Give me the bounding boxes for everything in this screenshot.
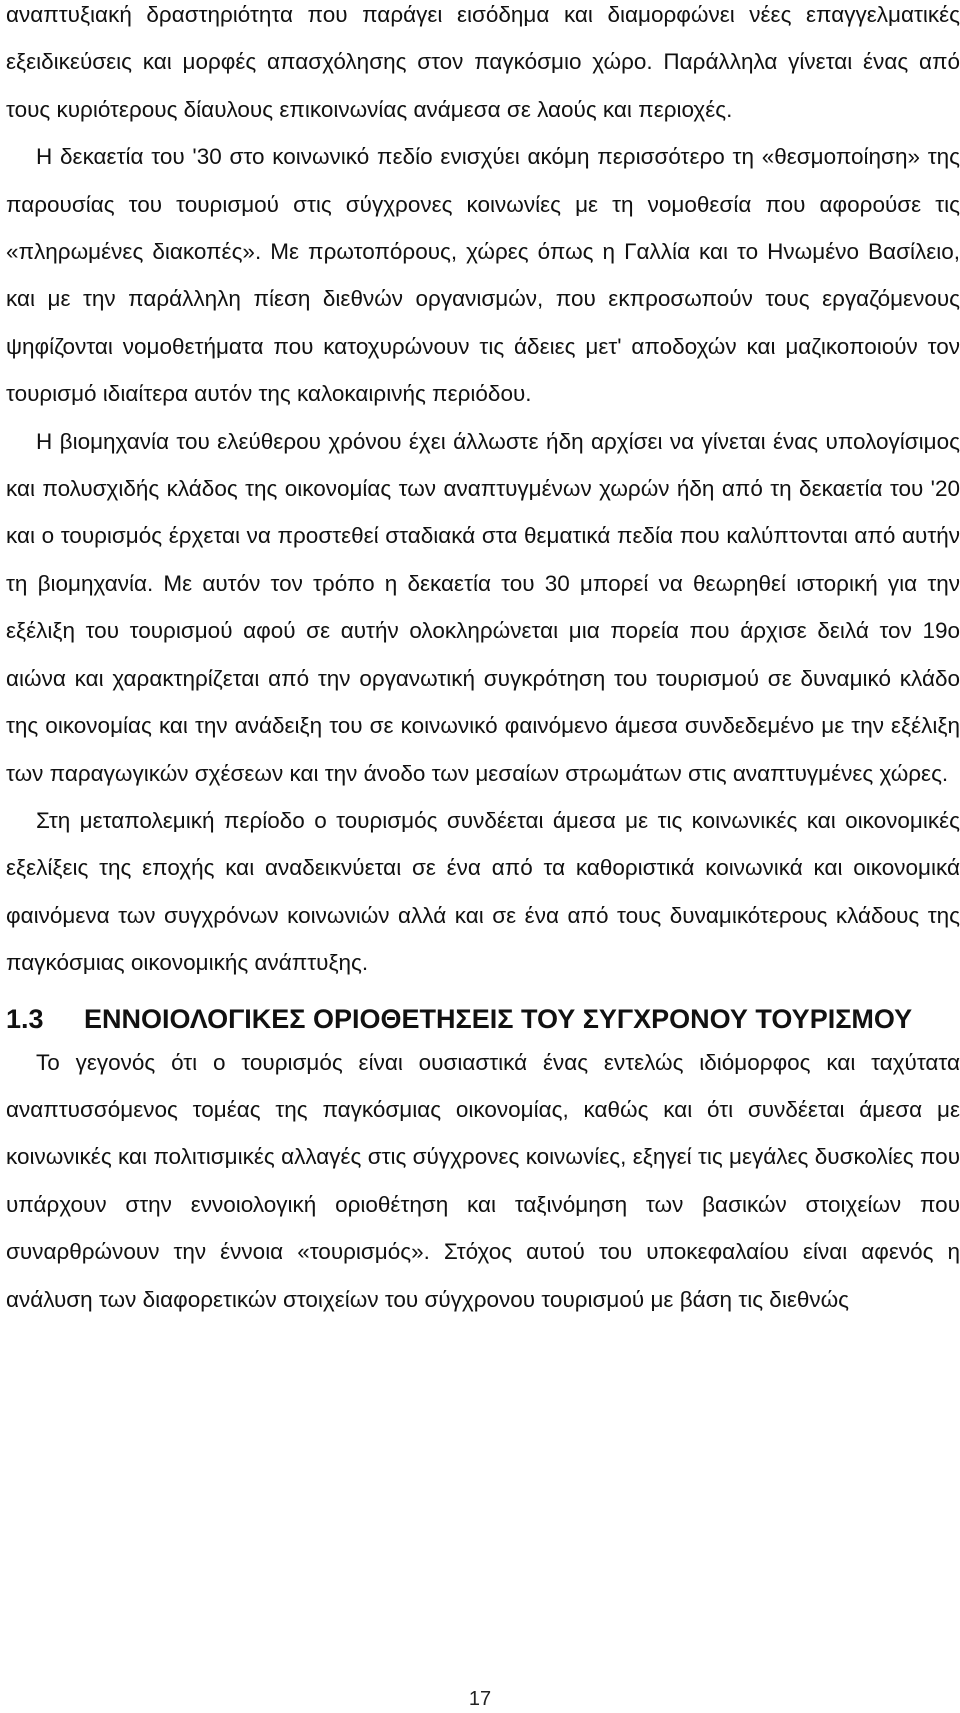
- paragraph-postwar-period: Στη μεταπολεμική περίοδο ο τουρισμός συνδέεται άμεσα με τις κοινωνικές και οικονομικές εξελίξεις της εποχής και αναδεικνύεται σε ένα από τα καθοριστικά κοινωνικά και οικονομικά φαινόμενα των συγχρόνων κοινωνιών αλλά και σε ένα από τους δυναμικότερους κλάδους της παγκόσμιας οικονομικής ανάπτυξης.: [6, 807, 960, 976]
- paragraph-leisure-industry: Η βιομηχανία του ελεύθερου χρόνου έχει άλλωστε ήδη αρχίσει να γίνεται ένας υπολογίσιμος και πολυσχιδής κλάδος της οικονομίας των αναπτυγμένων χωρών ήδη από τη δεκαετία του '20 και ο τουρισμός έρχεται να προστεθεί σταδιακά στα θεματικά πεδία που καλύπτονται από αυτήν τη βιομηχανία. Με αυτόν τον τρόπο η δεκαετία του 30 μπορεί να θεωρηθεί ιστορική για την εξέλιξη του τουρισμού αφού σε αυτήν ολοκληρώνεται μια πορεία που άρχισε δειλά τον 19ο αιώνα και χαρακτηρίζεται από την οργανωτική συγκρότηση του τουρισμού σε δυναμικό κλάδο της οικονομίας και την ανάδειξη του σε κοινωνικό φαινόμενο άμεσα συνδεδεμένο με την εξέλιξη των παραγωγικών σχέσεων και την άνοδο των μεσαίων στρωμάτων στις αναπτυγμένες χώρες.: [6, 428, 960, 786]
- section-title: ΕΝΝΟΙΟΛΟΓΙΚΕΣ ΟΡΙΟΘΕΤΗΣΕΙΣ ΤΟΥ ΣΥΓΧΡΟΝΟΥ ΤΟΥΡΙΣΜΟΥ: [84, 1003, 913, 1034]
- paragraph-paid-holidays: Η δεκαετία του '30 στο κοινωνικό πεδίο ενισχύει ακόμη περισσότερο τη «θεσμοποίηση» της παρουσίας του τουρισμού στις σύγχρονες κοινωνίες με τη νομοθεσία που αφορούσε τις «πληρωμένες διακοπές». Με πρωτοπόρους, χώρες όπως η Γαλλία και το Ηνωμένο Βασίλειο, και με την παράλληλη πίεση διεθνών οργανισμών, που εκπροσωπούν τους εργαζόμενους ψηφίζονται νομοθετήματα που κατοχυρώνουν τις άδειες μετ' αποδοχών και μαζικοποιούν τον τουρισμό ιδιαίτερα αυτόν της καλοκαιρινής περιόδου.: [6, 144, 960, 407]
- section-heading: [6, 999, 960, 1039]
- document-page: [6, 0, 960, 1323]
- paragraph-section-intro: Το γεγονός ότι ο τουρισμός είναι ουσιαστικά ένας εντελώς ιδιόμορφος και ταχύτατα αναπτυσσόμενος τομέας της παγκόσμιας οικονομίας, καθώς και ότι συνδέεται άμεσα με κοινωνικές και πολιτισμικές αλλαγές στις σύγχρονες κοινωνίες, εξηγεί τις μεγάλες δυσκολίες που υπάρχουν στην εννοιολογική οριοθέτηση και ταξινόμηση των βασικών στοιχείων που συναρθρώνουν την έννοια «τουρισμός». Στόχος αυτού του υποκεφαλαίου είναι αφενός η ανάλυση των διαφορετικών στοιχείων του σύγχρονου τουρισμού με βάση τις διεθνώς: [6, 1049, 960, 1312]
- paragraph-tourism-development: αναπτυξιακή δραστηριότητα που παράγει εισόδημα και διαμορφώνει νέες επαγγελματικές εξειδικεύσεις και μορφές απασχόλησης στον παγκόσμιο χώρο. Παράλληλα γίνεται ένας από τους κυριότερους δίαυλους επικοινωνίας ανάμεσα σε λαούς και περιοχές.: [6, 2, 960, 122]
- section-number: 1.3: [6, 1003, 44, 1034]
- page-number: 17: [468, 1688, 492, 1710]
